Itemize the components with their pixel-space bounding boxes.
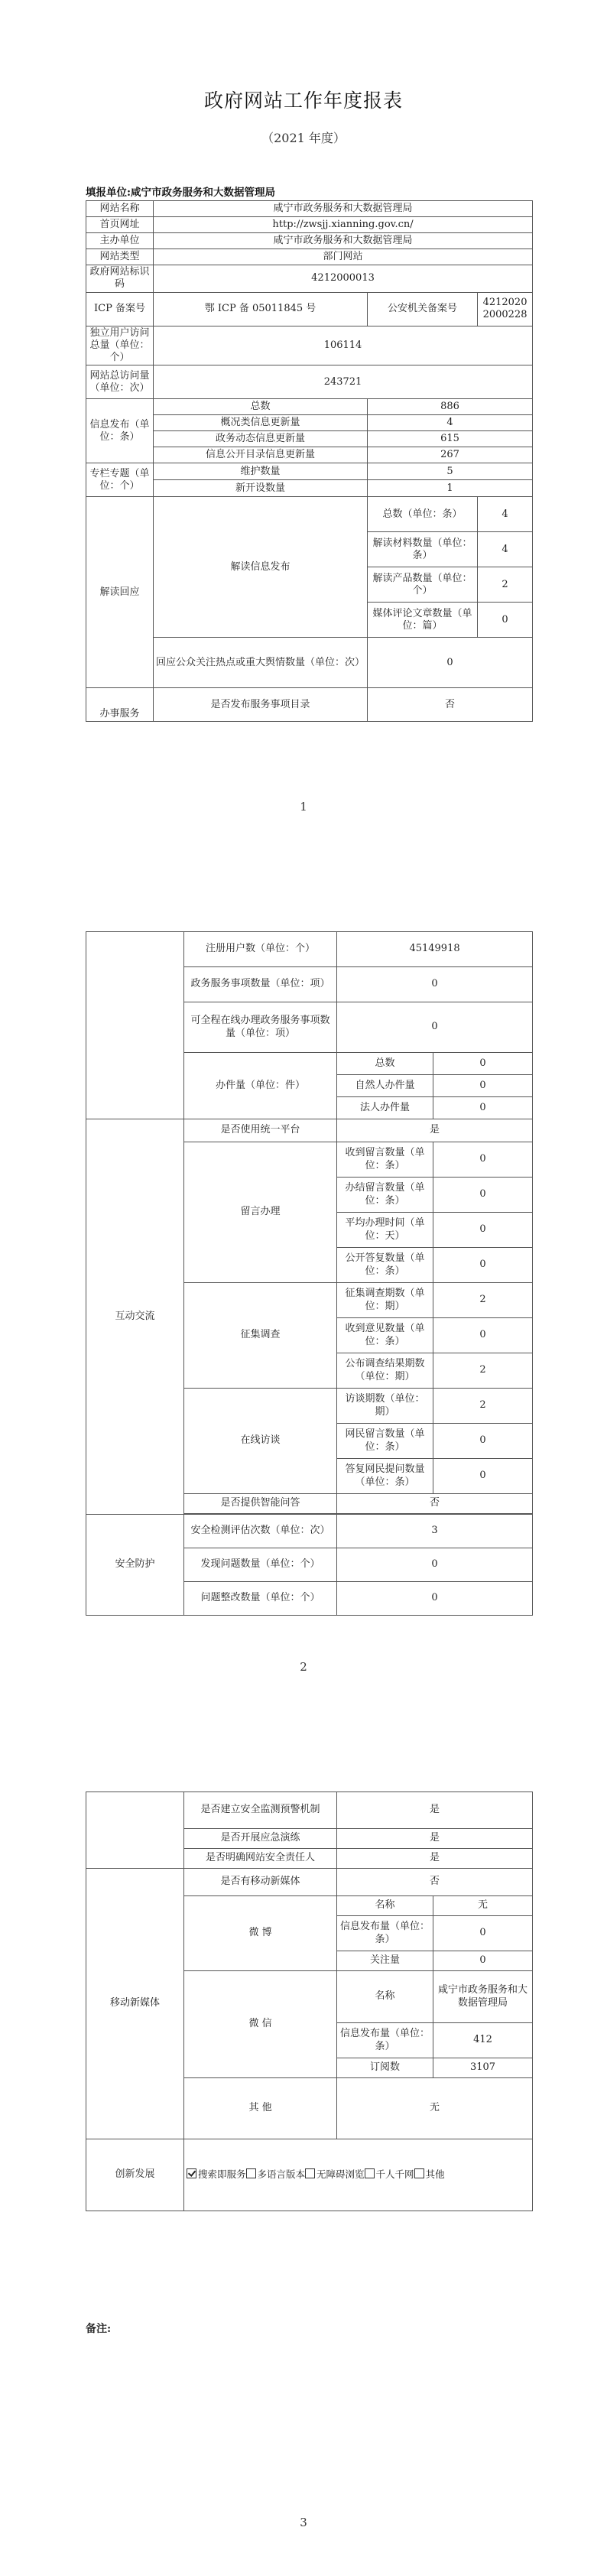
security-check: 3 [337,1515,533,1548]
interpret-hotspot: 0 [368,638,533,688]
weibo-follow: 0 [433,1951,533,1971]
interpret-material-label: 解读材料数量（单位：条） [368,532,478,567]
interpret-total-label: 总数（单位：条） [368,497,478,532]
smart-label: 是否提供智能问答 [184,1494,337,1514]
service-items: 0 [337,967,533,1002]
msg-label: 留言办理 [184,1142,337,1283]
info-open: 267 [368,447,533,463]
info-total-label: 总数 [154,399,368,415]
security-check-label: 安全检测评估次数（单位：次） [184,1515,337,1548]
service-publish-label: 是否发布服务事项目录 [154,688,368,722]
icp: 鄂 ICP 备 05011845 号 [154,292,368,326]
security-drill-label: 是否开展应急演练 [184,1829,337,1849]
talk-label: 在线访谈 [184,1389,337,1494]
msg-recv-label: 收到留言数量（单位：条） [337,1142,433,1178]
talk-reply: 0 [433,1459,533,1494]
site-code: 4212000013 [154,265,533,293]
wechat-name-label: 名称 [337,1971,433,2023]
checkbox-icon[interactable] [187,2168,196,2178]
site-name-label: 网站名称 [86,201,154,217]
interpret-label: 解读回应 [86,497,154,688]
survey-count-label: 征集调查期数（单位：期） [337,1283,433,1318]
interpret-media: 0 [478,603,533,638]
msg-time-label: 平均办理时间（单位：天） [337,1213,433,1248]
weibo-follow-label: 关注量 [337,1951,433,1971]
weibo-name-label: 名称 [337,1896,433,1916]
uv: 106114 [154,326,533,365]
cases-legal-label: 法人办件量 [337,1097,433,1119]
innovation-option-label: 搜索即服务 [198,2168,246,2180]
info-total: 886 [368,399,533,415]
service-label: 办事服务 [86,688,154,722]
security-owner: 是 [337,1849,533,1869]
info-overview-label: 概况类信息更新量 [154,415,368,431]
security-cont [86,1792,184,1869]
info-label: 信息发布（单位：条） [86,399,154,463]
smart: 否 [337,1494,533,1514]
site-type-label: 网站类型 [86,249,154,265]
site-code-label: 政府网站标识码 [86,265,154,293]
pv-label: 网站总访问量（单位：次） [86,365,154,399]
msg-done-label: 办结留言数量（单位：条） [337,1178,433,1213]
wechat-name: 咸宁市政务服务和大数据管理局 [433,1971,533,2023]
wechat-posts: 412 [433,2023,533,2058]
weibo-posts: 0 [433,1916,533,1951]
weibo-name: 无 [433,1896,533,1916]
pv: 243721 [154,365,533,399]
service-publish: 否 [368,688,533,722]
site-type: 部门网站 [154,249,533,265]
talk-count: 2 [433,1389,533,1424]
column-maintain: 5 [368,463,533,480]
security-label: 安全防护 [86,1515,184,1616]
cases-total: 0 [433,1053,533,1075]
service-users: 45149918 [337,932,533,967]
interaction-label: 互动交流 [86,1119,184,1515]
msg-recv: 0 [433,1142,533,1178]
column-maintain-label: 维护数量 [154,463,368,480]
media-has: 否 [337,1869,533,1896]
security-monitor-label: 是否建立安全监测预警机制 [184,1792,337,1829]
security-drill: 是 [337,1829,533,1849]
service-online: 0 [337,1002,533,1053]
checkbox-icon[interactable] [414,2168,424,2178]
media-label: 移动新媒体 [86,1869,184,2139]
interpret-product-label: 解读产品数量（单位：个） [368,567,478,603]
service-online-label: 可全程在线办理政务服务事项数量（单位：项） [184,1002,337,1053]
cases-person-label: 自然人办件量 [337,1075,433,1097]
msg-done: 0 [433,1178,533,1213]
report-table-page-3 [86,1792,533,2211]
innovation-label: 创新发展 [86,2139,184,2211]
security-fixed: 0 [337,1582,533,1616]
service-items-label: 政务服务事项数量（单位：项） [184,967,337,1002]
info-overview: 4 [368,415,533,431]
media-has-label: 是否有移动新媒体 [184,1869,337,1896]
innovation-option-label: 千人千网 [375,2168,414,2180]
interpret-product: 2 [478,567,533,603]
interpret-hotspot-label: 回应公众关注热点或重大舆情数量（单位：次） [154,638,368,688]
page-number-2: 2 [300,1660,307,1674]
innovation-option-label: 多语言版本 [257,2168,306,2180]
other: 无 [337,2078,533,2139]
org: 咸宁市政务服务和大数据管理局 [154,233,533,249]
platform: 是 [337,1119,533,1142]
msg-time: 0 [433,1213,533,1248]
service-cont [86,932,184,1119]
msg-pub: 0 [433,1248,533,1283]
remark-label: 备注: [86,2323,112,2335]
cases-person: 0 [433,1075,533,1097]
service-users-label: 注册用户数（单位：个） [184,932,337,967]
security-monitor: 是 [337,1792,533,1829]
survey-opinion-label: 收到意见数量（单位：条） [337,1318,433,1353]
survey-pub-label: 公布调查结果期数（单位：期） [337,1353,433,1389]
security-fixed-label: 问题整改数量（单位：个） [184,1582,337,1616]
page-number-1: 1 [300,800,307,814]
report-table-page-2 [86,931,533,1616]
checkbox-icon[interactable] [246,2168,256,2178]
interpret-total: 4 [478,497,533,532]
talk-count-label: 访谈期数（单位：期） [337,1389,433,1424]
info-news: 615 [368,431,533,447]
wechat-subs: 3107 [433,2058,533,2078]
wechat-subs-label: 订阅数 [337,2058,433,2078]
column-new: 1 [368,480,533,497]
wechat-posts-label: 信息发布量（单位：条） [337,2023,433,2058]
service-cases-label: 办件量（单位：件） [184,1053,337,1119]
info-open-label: 信息公开目录信息更新量 [154,447,368,463]
survey-opinion: 0 [433,1318,533,1353]
interpret-sub-label: 解读信息发布 [154,497,368,638]
interpret-media-label: 媒体评论文章数量（单位：篇） [368,603,478,638]
weibo-label: 微 博 [184,1896,337,1971]
innovation-option-label: 其他 [425,2168,445,2180]
home-url: http://zwsjj.xianning.gov.cn/ [154,217,533,233]
report-year: （2021 年度） [261,131,346,145]
security-issues-label: 发现问题数量（单位：个） [184,1548,337,1582]
survey-pub: 2 [433,1353,533,1389]
cases-total-label: 总数 [337,1053,433,1075]
icp-label: ICP 备案号 [86,292,154,326]
column-label: 专栏专题（单位：个） [86,463,154,497]
innovation-option-label: 无障碍浏览 [316,2168,365,2180]
site-name: 咸宁市政务服务和大数据管理局 [154,201,533,217]
weibo-posts-label: 信息发布量（单位：条） [337,1916,433,1951]
uv-label: 独立用户访问总量（单位：个） [86,326,154,365]
checkbox-icon[interactable] [365,2168,375,2178]
page-title: 政府网站工作年度报表 [203,89,403,112]
wechat-label: 微 信 [184,1971,337,2078]
survey-label: 征集调查 [184,1283,337,1389]
msg-pub-label: 公开答复数量（单位：条） [337,1248,433,1283]
police-label: 公安机关备案号 [368,292,478,326]
cases-legal: 0 [433,1097,533,1119]
org-label: 主办单位 [86,233,154,249]
police-number: 42120202000228 [478,292,533,326]
info-news-label: 政务动态信息更新量 [154,431,368,447]
report-table-page-1 [86,200,533,722]
checkbox-icon[interactable] [305,2168,315,2178]
platform-label: 是否使用统一平台 [184,1119,337,1142]
security-issues: 0 [337,1548,533,1582]
talk-msg-label: 网民留言数量（单位：条） [337,1424,433,1459]
filler-unit: 填报单位:咸宁市政务服务和大数据管理局 [86,187,275,199]
column-new-label: 新开设数量 [154,480,368,497]
page-number-3: 3 [300,2516,307,2529]
security-owner-label: 是否明确网站安全责任人 [184,1849,337,1869]
survey-count: 2 [433,1283,533,1318]
talk-reply-label: 答复网民提问数量（单位：条） [337,1459,433,1494]
interpret-material: 4 [478,532,533,567]
talk-msg: 0 [433,1424,533,1459]
other-label: 其 他 [184,2078,337,2139]
innovation-options [184,2139,533,2211]
home-url-label: 首页网址 [86,217,154,233]
